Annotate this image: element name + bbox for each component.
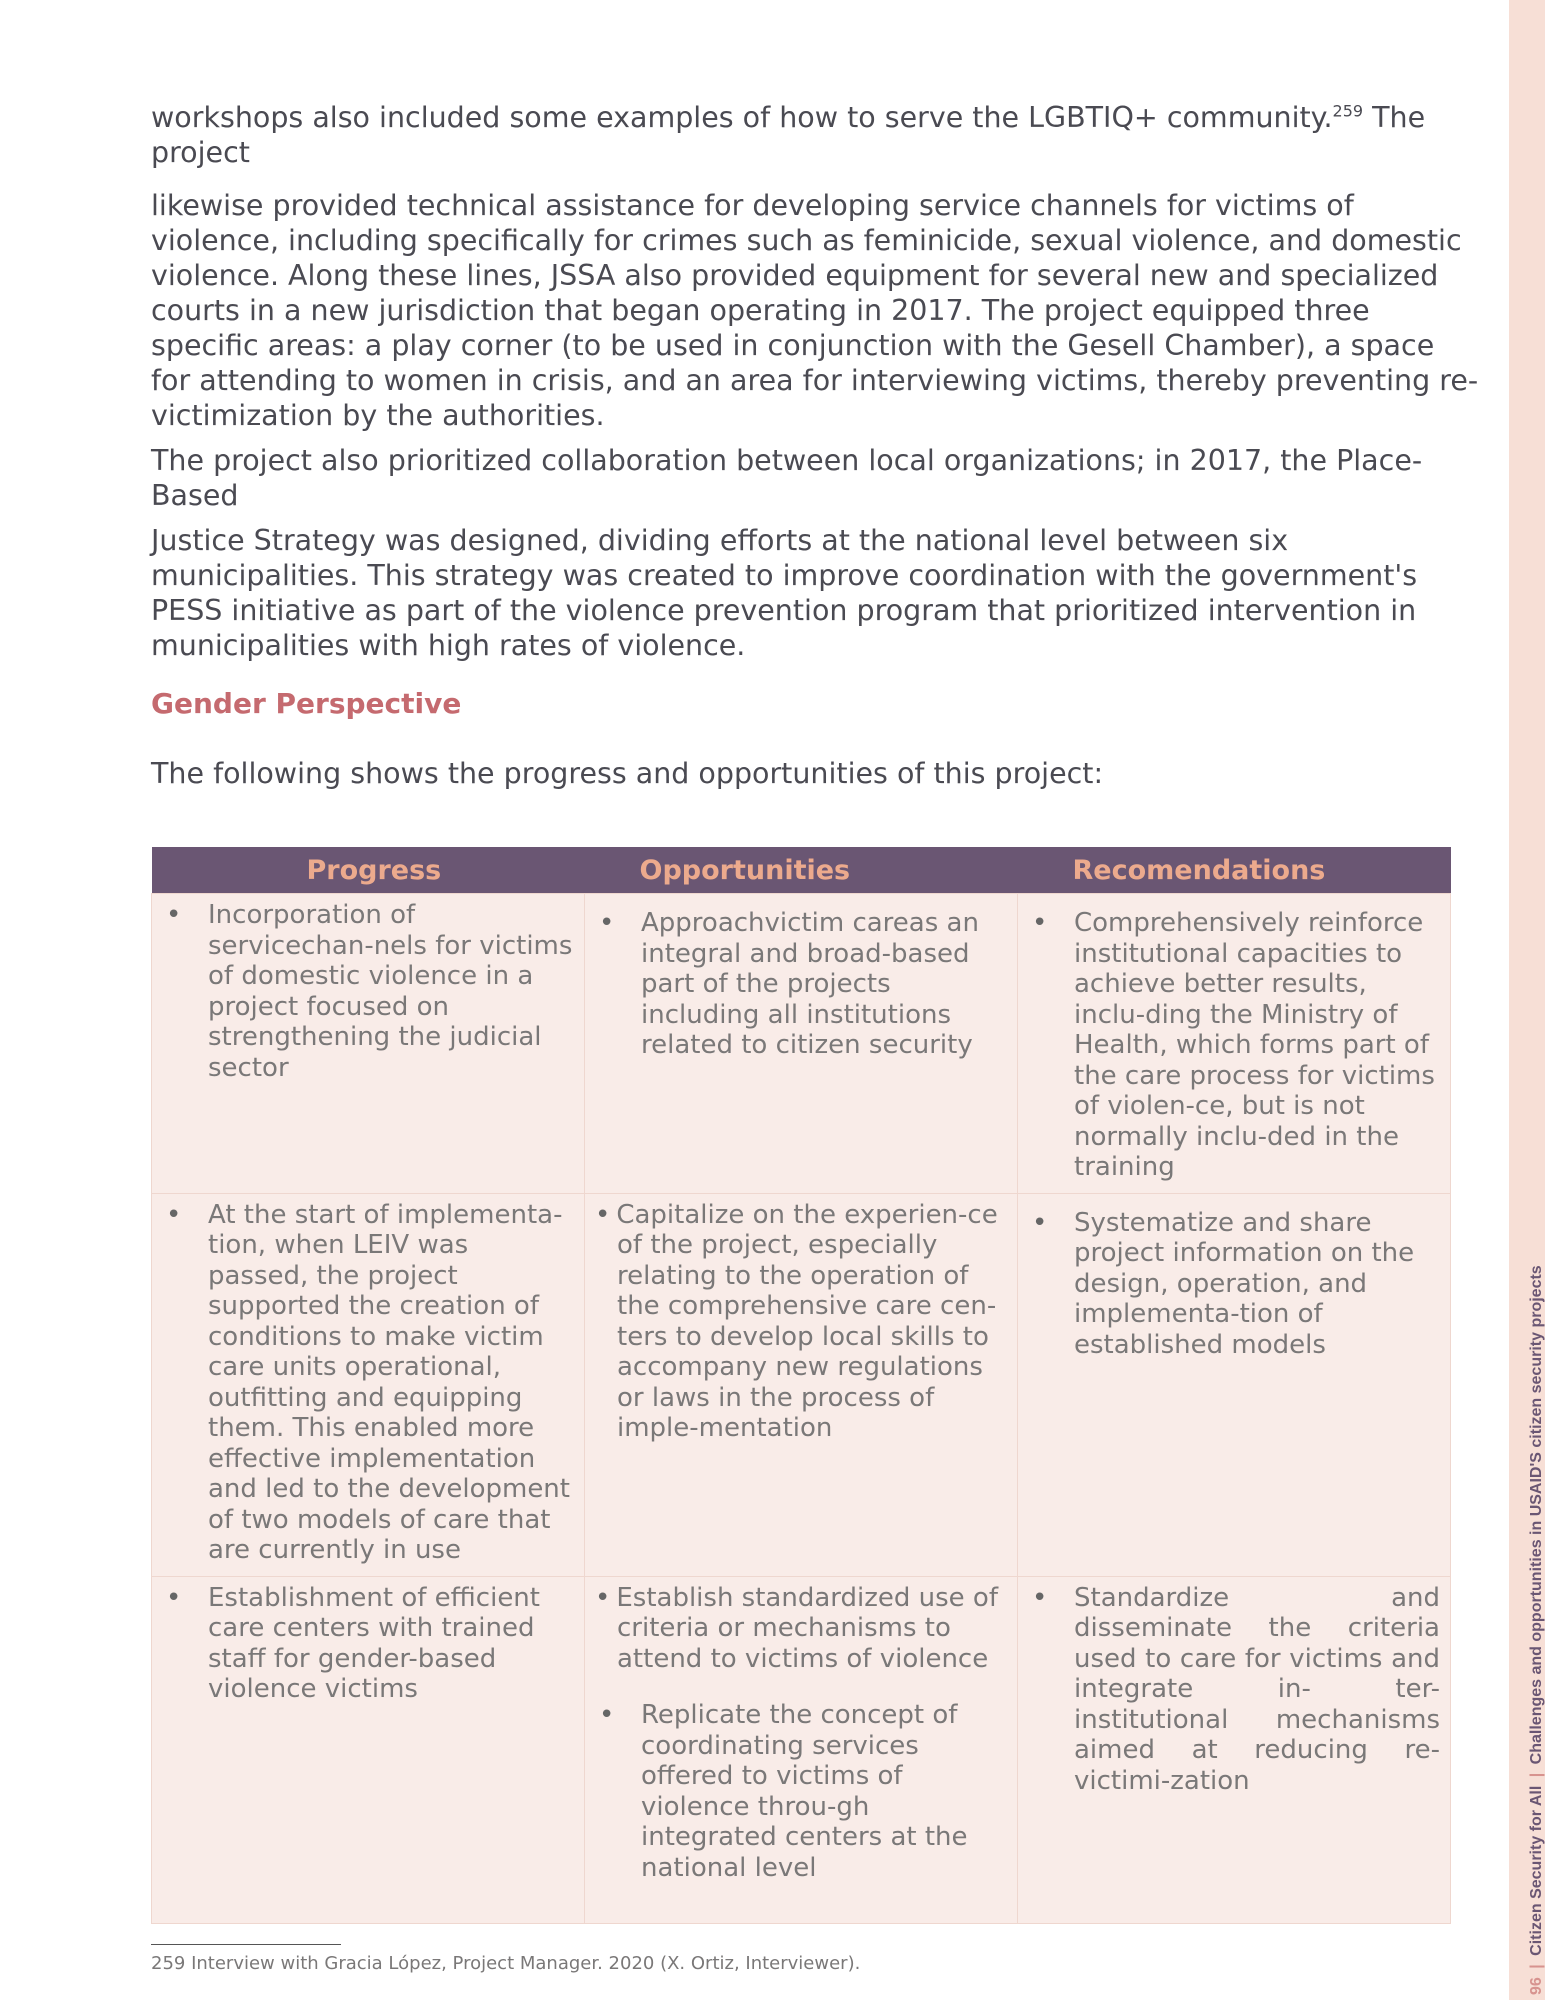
footnote-ref-259[interactable]: 259: [1332, 101, 1364, 121]
list-item: • Systematize and share project information on the design, operation, and implementa-tion of established models: [1028, 1208, 1440, 1361]
paragraph-1: [151, 100, 1481, 433]
cell-opportunities: [585, 894, 1018, 1194]
header-recommendations: Recomendations: [1018, 847, 1451, 894]
footnote: 259 Interview with Gracia López, Project Manager. 2020 (X. Ortiz, Interviewer).: [151, 1952, 861, 1974]
paragraph-1-line-1: workshops also included some examples of how to serve the LGBTIQ+ community.$^{259}$ The project: [151, 101, 1426, 169]
section-intro: The following shows the progress and opportunities of this project:: [151, 757, 1104, 790]
cell-progress: [152, 894, 585, 1194]
list-item: • Establishment of efficient care centers with trained staff for gender-based violence victims: [162, 1583, 574, 1705]
publication-title: Citizen Security for All: [1528, 1785, 1545, 1956]
paragraph-1-line-2: likewise provided technical assistance for developing service channels for victims of: [151, 189, 1354, 222]
list-item: • Capitalize on the experien-ce of the project, especially relating to the operation of the comprehensive care cen-ters to develop local skills to accompany new regulations or laws in the process of imple-mentation: [595, 1200, 1007, 1444]
list-item: • Establish standardized use of criteria or mechanisms to attend to victims of violence: [595, 1583, 1007, 1675]
paragraph-1-rest: violence, including specifically for crimes such as feminicide, sexual violence, and domestic violence. Along these lines, JSSA also provided equipment for several new and specialized courts in a new jurisdiction that began operating in 2017. The project equipped three specific areas: a play corner (to be used in conjunction with the Gesell Chamber), a space for attending to women in crisis, and an area for interviewing victims, thereby preventing re-victimization by the authorities.: [151, 224, 1479, 432]
cell-recommendations: [1018, 894, 1451, 1194]
cell-recommendations: [1018, 1193, 1451, 1576]
list-item: • Standardize and disseminate the criteria used to care for victims and integrate in- ter-institutional mechanisms aimed at reducing re-victimi-zation: [1028, 1583, 1440, 1797]
footnote-divider: [151, 1944, 341, 1945]
list-item: • Replicate the concept of coordinating services offered to victims of violence throu-gh integrated centers at the national level: [595, 1700, 1007, 1883]
cell-opportunities: [585, 1576, 1018, 1923]
page-content: [151, 100, 1481, 1974]
sidebar-running-title: [1528, 1265, 1545, 1995]
list-item: • Incorporation of servicechan-nels for victims of domestic violence in a project focused on strengthening the judicial sector: [162, 900, 574, 1083]
table-row: [152, 894, 1451, 1194]
header-opportunities: Opportunities: [585, 847, 1018, 894]
cell-progress: [152, 1193, 585, 1576]
table-row: [152, 1576, 1451, 1923]
table-header-row: [152, 847, 1451, 894]
section-heading: Gender Perspective: [151, 687, 462, 720]
publication-subtitle: Challenges and opportunities in USAID'S citizen security projects: [1528, 1265, 1545, 1765]
cell-recommendations: [1018, 1576, 1451, 1923]
header-progress: Progress: [152, 847, 585, 894]
subtitle-separator: |: [1528, 1772, 1545, 1778]
list-item: • Comprehensively reinforce institutional capacities to achieve better results, inclu-ding the Ministry of Health, which forms part of the care process for victims of violen-ce, but is not normally inclu-ded in the training: [1028, 908, 1440, 1183]
list-item: • Approachvictim careas an integral and broad-based part of the projects including all institutions related to citizen security: [595, 908, 1007, 1061]
cell-progress: [152, 1576, 585, 1923]
paragraph-2: [151, 443, 1481, 663]
table-row: [152, 1193, 1451, 1576]
title-separator: |: [1528, 1964, 1545, 1969]
progress-table: [151, 847, 1451, 1924]
list-item: • At the start of implementa-tion, when LEIV was passed, the project supported the creation of conditions to make victim care units operational, outfitting and equipping them. This enabled more effective implementation and led to the development of two models of care that are currently in use: [162, 1200, 574, 1566]
paragraph-2-rest: Justice Strategy was designed, dividing efforts at the national level between six municipalities. This strategy was created to improve coordination with the government's PESS initiative as part of the violence prevention program that prioritized intervention in municipalities with high rates of violence.: [151, 524, 1418, 662]
cell-opportunities: [585, 1193, 1018, 1576]
paragraph-2-line-1: The project also prioritized collaboration between local organizations; in 2017, the Place-Based: [151, 444, 1423, 512]
page-number: 96: [1528, 1977, 1545, 1995]
